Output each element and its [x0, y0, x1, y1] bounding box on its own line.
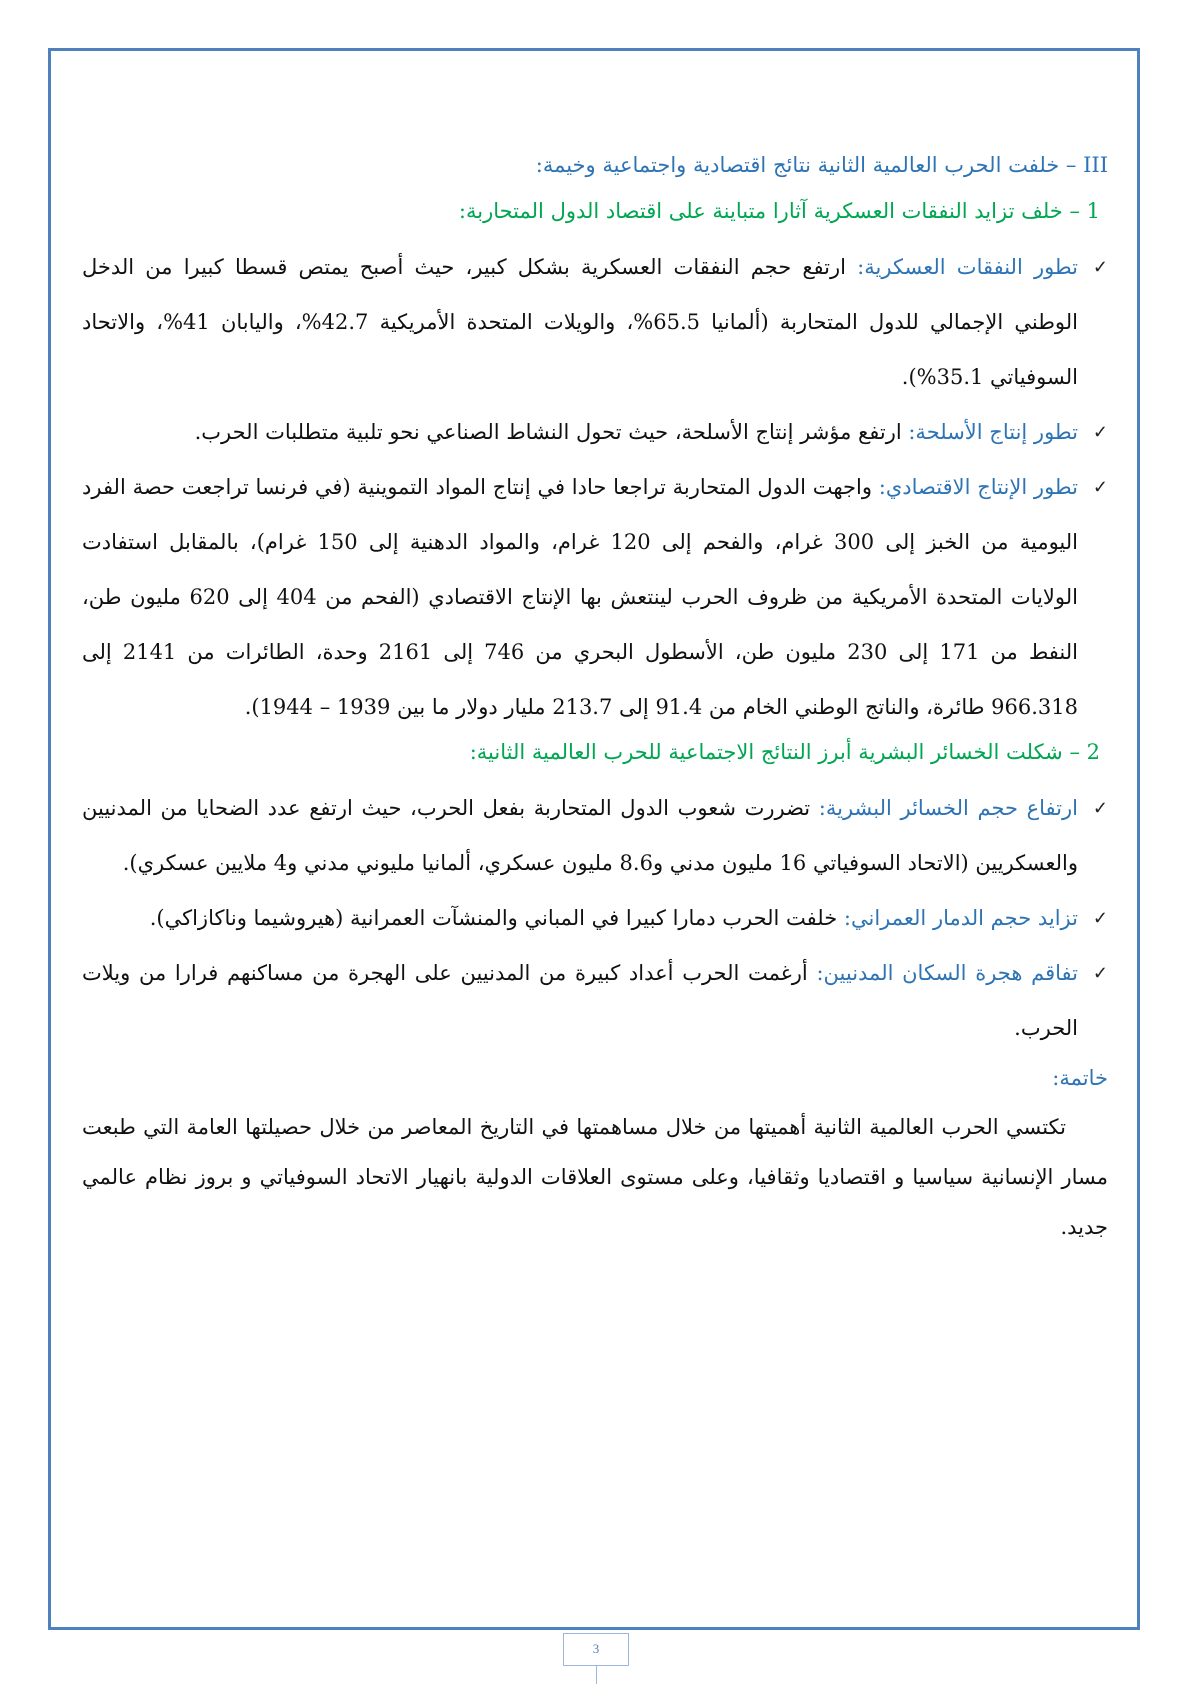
subsection-title: 2 – شكلت الخسائر البشرية أبرز النتائج الاجتماعية للحرب العالمية الثانية: — [469, 740, 1100, 764]
list-item — [82, 460, 1108, 735]
item-label: ارتفاع حجم الخسائر البشرية: — [818, 796, 1078, 820]
subsection-title: 1 – خلف تزايد النفقات العسكرية آثارا متباينة على اقتصاد الدول المتحاربة: — [458, 199, 1100, 223]
check-icon: ✓ — [1092, 257, 1108, 278]
subsection-2 — [82, 735, 1108, 1056]
item-label: تطور الإنتاج الاقتصادي: — [878, 475, 1078, 499]
item-text: ارتفع حجم النفقات العسكرية بشكل كبير، حيث أصبح يمتص قسطا كبيرا من الدخل الوطني الإجمالي للدول المتحاربة (ألمانيا 65.5%، والويلات المتحدة الأمريكية 42.7%، واليابان 41%، والاتحاد السوفياتي 35.1%). — [82, 255, 1078, 389]
document-body — [82, 148, 1108, 1252]
item-label: تطور النفقات العسكرية: — [857, 255, 1079, 279]
check-icon: ✓ — [1092, 908, 1108, 929]
item-label: تفاقم هجرة السكان المدنيين: — [816, 961, 1078, 985]
list-item — [82, 240, 1108, 405]
check-icon: ✓ — [1092, 963, 1108, 984]
list-item — [82, 781, 1108, 891]
list-item — [82, 405, 1108, 460]
item-text: خلفت الحرب دمارا كبيرا في المباني والمنشآت العمرانية (هيروشيما وناكازاكي). — [149, 906, 844, 930]
subsection-1 — [82, 194, 1108, 735]
item-label: تطور إنتاج الأسلحة: — [908, 420, 1078, 444]
section-title: III – خلفت الحرب العالمية الثانية نتائج اقتصادية واجتماعية وخيمة: — [535, 153, 1108, 177]
conclusion-text: تكتسي الحرب العالمية الثانية أهميتها من خلال مساهمتها في التاريخ المعاصر من خلال حصيلتها العامة التي طبعت مسار الإنسانية سياسيا و اقتصاديا وثقافيا، وعلى مستوى العلاقات الدولية بانهيار الاتحاد السوفياتي و بروز نظام عالمي جديد. — [82, 1115, 1108, 1239]
item-text: تضررت شعوب الدول المتحاربة بفعل الحرب، حيث ارتفع عدد الضحايا من المدنيين والعسكريين (الاتحاد السوفياتي 16 مليون مدني و8.6 مليون عسكري، ألمانيا مليوني مدني و4 ملايين عسكري). — [82, 796, 1078, 875]
conclusion-title: خاتمة: — [1052, 1066, 1108, 1090]
list-item — [82, 891, 1108, 946]
item-text: أرغمت الحرب أعداد كبيرة من المدنيين على الهجرة من مساكنهم فرارا من ويلات الحرب. — [82, 961, 1078, 1040]
item-text: واجهت الدول المتحاربة تراجعا حادا في إنتاج المواد التموينية (في فرنسا تراجعت حصة الفرد اليومية من الخبز إلى 300 غرام، والفحم إلى 120 غرام، والمواد الدهنية إلى 150 غرام)، بالمقابل استفادت الولايات المتحدة الأمريكية من ظروف الحرب لينتعش بها الإنتاج الاقتصادي (الفحم من 404 إلى 620 مليون طن، النفط من 171 إلى 230 مليون طن، الأسطول البحري من 746 إلى 2161 وحدة، الطائرات من 2141 إلى 966.318 طائرة، والناتج الوطني الخام من 91.4 إلى 213.7 مليار دولار ما بين 1939 – 1944). — [82, 475, 1079, 719]
item-text: ارتفع مؤشر إنتاج الأسلحة، حيث تحول النشاط الصناعي نحو تلبية متطلبات الحرب. — [194, 420, 909, 444]
page-number-connector — [596, 1666, 597, 1684]
check-icon: ✓ — [1092, 477, 1108, 498]
item-label: تزايد حجم الدمار العمراني: — [843, 906, 1078, 930]
page-number: 3 — [563, 1633, 629, 1666]
check-icon: ✓ — [1092, 422, 1108, 443]
list-item — [82, 946, 1108, 1056]
check-icon: ✓ — [1092, 798, 1108, 819]
